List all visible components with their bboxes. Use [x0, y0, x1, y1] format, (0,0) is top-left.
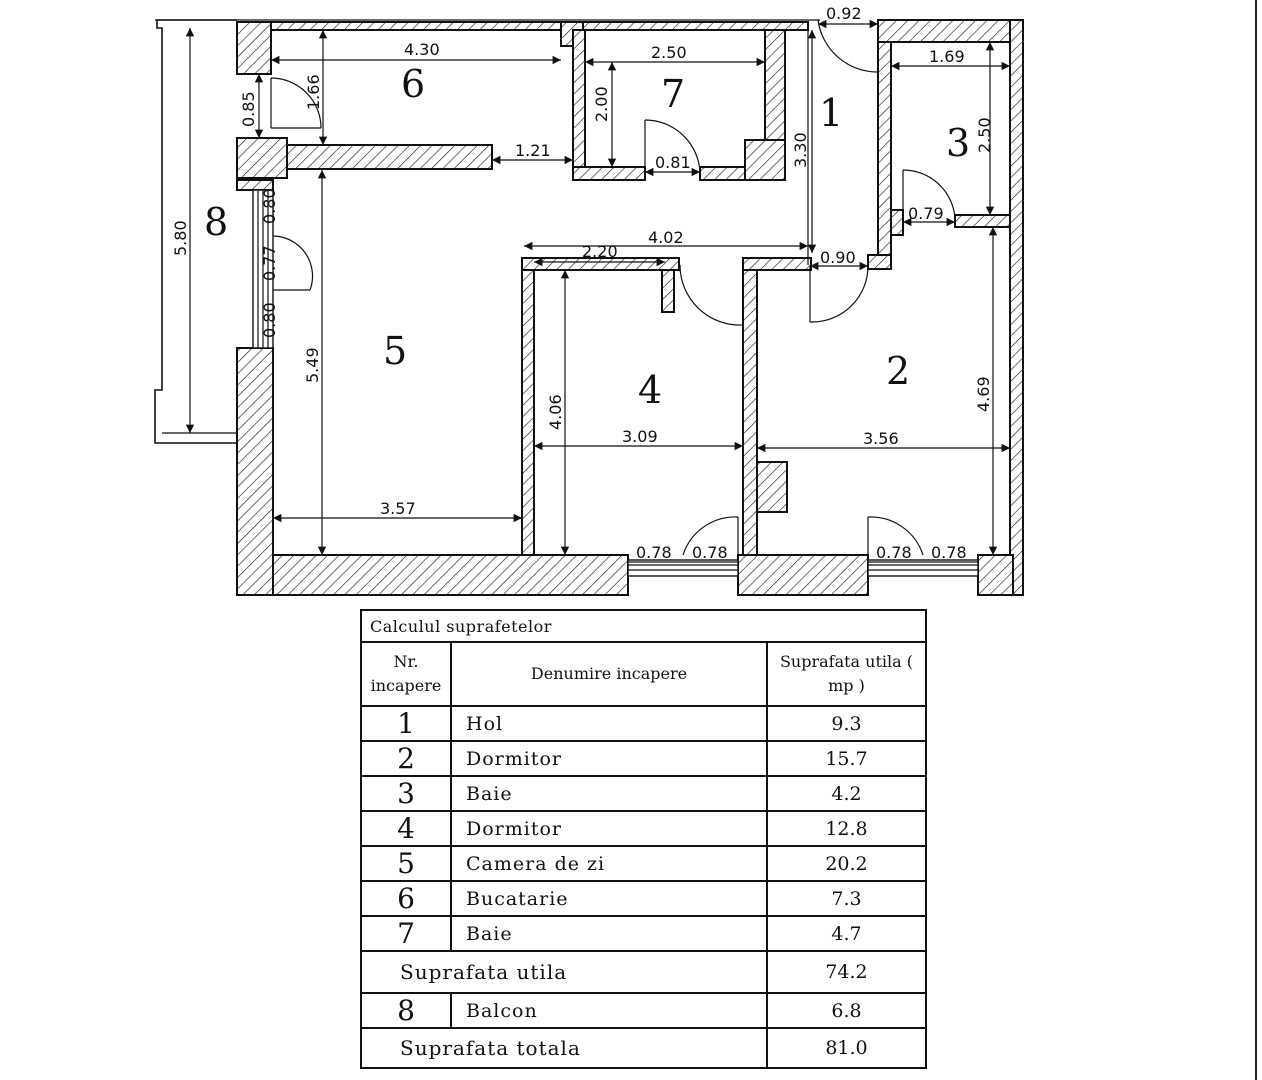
balcony-nr: 8 [361, 993, 451, 1028]
total-row [361, 1028, 926, 1068]
room-label-6: 6 [401, 62, 426, 106]
row-name: Dormitor [451, 811, 767, 846]
dimension-label: 4.69 [974, 376, 993, 412]
dimension-label: 0.92 [826, 4, 862, 23]
row-area: 4.2 [767, 776, 926, 811]
doors [271, 20, 955, 555]
total-value: 81.0 [767, 1028, 926, 1068]
room-label-3: 3 [946, 121, 971, 165]
row-nr: 3 [361, 776, 451, 811]
dimension-label: 1.66 [304, 74, 323, 110]
row-name: Baie [451, 916, 767, 951]
table-row [361, 916, 926, 951]
walls [237, 20, 1023, 595]
row-name: Dormitor [451, 741, 767, 776]
dimension-label: 0.90 [820, 248, 856, 267]
dimension-label: 3.30 [791, 132, 810, 168]
row-nr: 5 [361, 846, 451, 881]
row-name: Hol [451, 706, 767, 741]
dimension-label: 0.78 [876, 543, 912, 562]
dimension-label: 1.21 [515, 141, 551, 160]
dimension-label: 2.50 [975, 117, 994, 153]
dimension-label: 0.78 [931, 543, 967, 562]
table-row [361, 741, 926, 776]
table-row [361, 776, 926, 811]
balcony-row [361, 993, 926, 1028]
row-nr: 2 [361, 741, 451, 776]
dimension-label: 5.49 [303, 347, 322, 383]
dimension-label: 3.56 [863, 429, 899, 448]
row-area: 20.2 [767, 846, 926, 881]
row-name: Camera de zi [451, 846, 767, 881]
table-row [361, 881, 926, 916]
dimension-label: 3.57 [380, 499, 416, 518]
dimension-label: 3.09 [622, 427, 658, 446]
room-label-1: 1 [819, 91, 844, 135]
room-label-8: 8 [204, 200, 229, 244]
header-nr: Nr. incapere [361, 642, 451, 706]
table-row [361, 706, 926, 741]
dimension-label: 1.69 [929, 47, 965, 66]
dimension-label: 0.80 [260, 302, 279, 338]
row-nr: 7 [361, 916, 451, 951]
row-area: 15.7 [767, 741, 926, 776]
row-nr: 1 [361, 706, 451, 741]
dimension-label: 5.80 [171, 220, 190, 256]
dimension-label: 2.20 [582, 242, 618, 261]
dimension-label: 0.77 [260, 245, 279, 281]
subtotal-label: Suprafata utila [361, 951, 767, 993]
row-area: 7.3 [767, 881, 926, 916]
header-area: Suprafata utila ( mp ) [767, 642, 926, 706]
row-nr: 4 [361, 811, 451, 846]
row-nr: 6 [361, 881, 451, 916]
dimension-label: 2.00 [592, 86, 611, 122]
balcony-name: Balcon [451, 993, 767, 1028]
table-row [361, 846, 926, 881]
subtotal-row [361, 951, 926, 993]
balcony-area: 6.8 [767, 993, 926, 1028]
dimension-label: 4.06 [546, 394, 565, 430]
row-area: 4.7 [767, 916, 926, 951]
dimension-label: 0.80 [260, 188, 279, 224]
room-label-5: 5 [383, 329, 408, 373]
dimension-label: 0.78 [636, 543, 672, 562]
room-label-7: 7 [661, 72, 686, 116]
dimension-label: 0.78 [692, 543, 728, 562]
header-name: Denumire incapere [451, 642, 767, 706]
dimension-label: 0.79 [908, 204, 944, 223]
subtotal-value: 74.2 [767, 951, 926, 993]
dimension-label: 0.81 [655, 153, 691, 172]
dimension-label: 4.30 [404, 40, 440, 59]
total-label: Suprafata totala [361, 1028, 767, 1068]
room-label-4: 4 [638, 368, 663, 412]
table-title: Calculul suprafetelor [361, 610, 926, 642]
dimension-label: 4.02 [648, 228, 684, 247]
area-calculation-table [360, 609, 927, 1069]
row-area: 12.8 [767, 811, 926, 846]
dimension-label: 2.50 [651, 43, 687, 62]
dimension-label: 0.85 [239, 91, 258, 127]
row-name: Baie [451, 776, 767, 811]
page-edge-line [1255, 0, 1257, 1080]
row-name: Bucatarie [451, 881, 767, 916]
table-row [361, 811, 926, 846]
row-area: 9.3 [767, 706, 926, 741]
room-label-2: 2 [886, 349, 911, 393]
